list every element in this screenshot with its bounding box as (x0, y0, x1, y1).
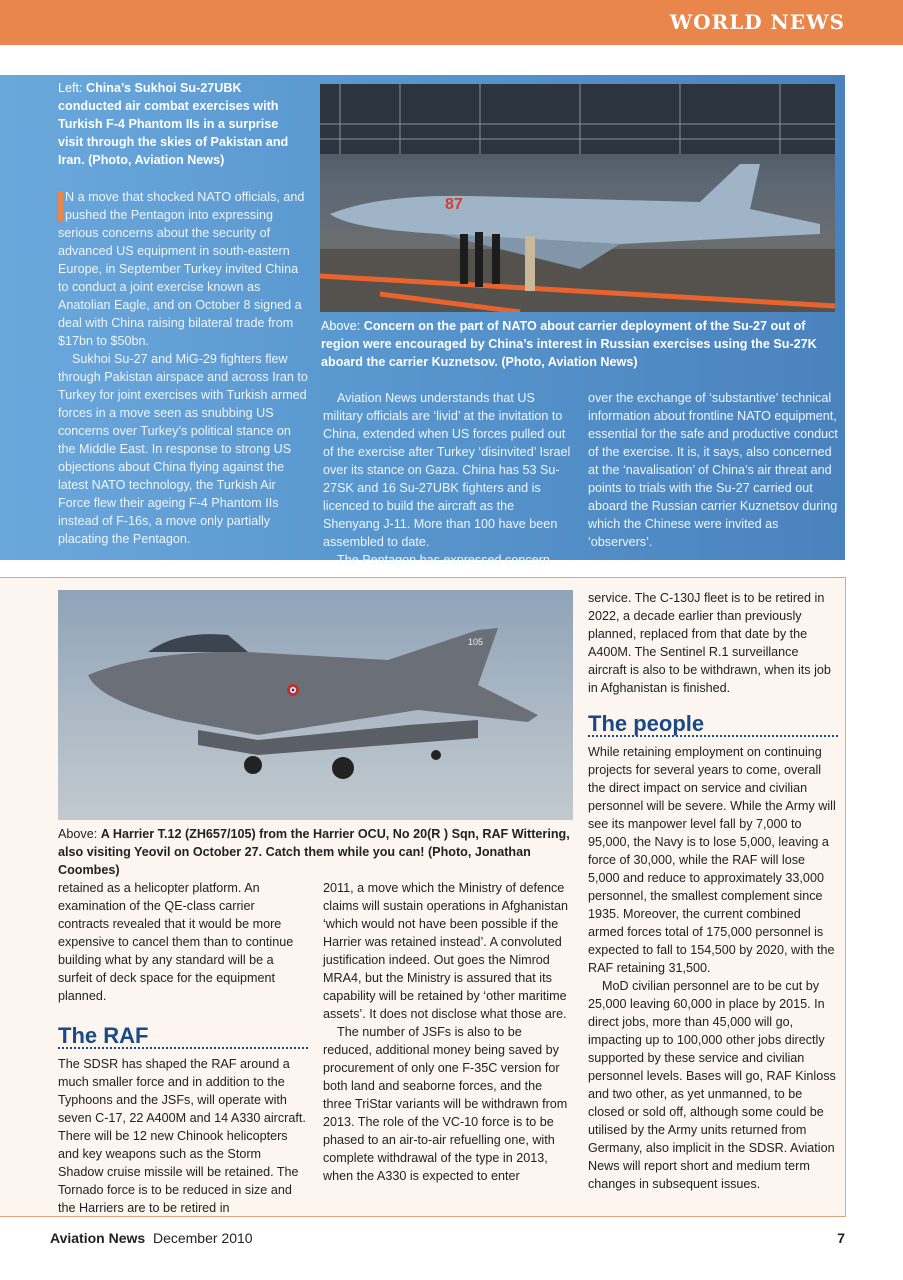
drop-cap-marker (58, 191, 63, 221)
section-title: WORLD NEWS (669, 10, 845, 34)
paragraph: service. The C-130J fleet is to be retired in 2022, a decade earlier than previously planned, replaced from that date by the A400M. The Sentinel R.1 surveillance aircraft is also to be withdrawn, when its job in Afghanistan is finished. (588, 591, 831, 695)
page-number: 7 (837, 1230, 845, 1246)
paragraph: The number of JSFs is also to be reduced, additional money being saved by procurement of only one F-35C version for both land and seaborne forces, and the three TriStar variants will be withdrawn from 2013. The role of the VC-10 force is to be phased to an air-to-air refuelling one, with complete withdrawal of the type in 2013, when the A330 is expected to enter (323, 1025, 568, 1183)
footer-publication (50, 1230, 253, 1246)
paragraph: While retaining employment on continuing projects for several years to come, overall the direct impact on service and civilian personnel will be severe. While the Army will see its manpower level fall by 7,000 to 95,000, the Navy is to lose 5,000, leaving a force of 30,000, while the RAF will lose 5,000 and reduce to approximately 33,000 personnel, the smallest complement since 1935. Moreover, the current combined armed forces total of 175,000 personnel is expected to fall to 154,500 by 2020, with the RAF retaining 31,500. (588, 745, 836, 975)
caption-text: A Harrier T.12 (ZH657/105) from the Harrier OCU, No 20(R ) Sqn, RAF Wittering, also visiting Yeovil on October 27. Catch them while you can! (Photo, Jonathan Coombes) (58, 827, 570, 877)
issue-date: December 2010 (152, 1230, 253, 1246)
article-column-2 (323, 389, 573, 569)
caption-prefix: Above: (58, 827, 101, 841)
paragraph: retained as a helicopter platform. An examination of the QE-class carrier contracts revealed that it would be more expensive to cancel them than to continue building what by any standard will be a surfeit of deck space for the equipment planned. (58, 881, 294, 1003)
section-header (0, 0, 903, 45)
magazine-name: Aviation News (50, 1230, 146, 1246)
caption-text: Concern on the part of NATO about carrier deployment of the Su-27 out of region were encouraged by China’s interest in Russian exercises using the Su-27K aboard the carrier Kuznetsov. (Photo, Aviation News) (321, 319, 817, 369)
caption-prefix: Left: (58, 81, 87, 95)
paragraph: over the exchange of ‘substantive’ technical information about frontline NATO equipment, essential for the safe and productive conduct of the exercise. It is, it says, also concerned at the ‘navalisation’ of China’s air threat and points to trials with the Su-27 carried out aboard the Russian carrier Kuznetsov during which the Chinese were invited as ‘observers’. (588, 391, 838, 549)
paragraph: The SDSR has shaped the RAF around a much smaller force and in addition to the Typhoons and the JSFs, will operate with seven C-17, 22 A400M and 14 A330 aircraft. There will be 12 new Chinook helicopters and key weapons such as the Storm Shadow cruise missile will be retained. The Tornado force is to be reduced in size and the Harriers are to be retired in (58, 1057, 306, 1215)
paragraph: MoD civilian personnel are to be cut by 25,000 leaving 60,000 in place by 2015. In direct jobs, more than 45,000 will go, impacting up to 100,000 other jobs directly supported by these service and civilian personnel levels. Bases will go, RAF Kinloss and two other, as yet unmanned, to be closed or sold off, although some could be utilised by the Army units returned from Germany, also implicit in the SDSR. Aviation News will report short and medium term changes in subsequent issues. (588, 979, 836, 1191)
paragraph: Sukhoi Su-27 and MiG-29 fighters flew through Pakistan airspace and across Iran to Turkey for joint exercises with Turkish armed forces in a move seen as snubbing US concerns over Turkey’s political stance on the Middle East. In response to strong US objections about China flying against the latest NATO technology, the Turkish Air Force flew their ageing F-4 Phantom IIs instead of F-16s, a move only partially placating the Pentagon. (58, 352, 308, 546)
caption-text: China’s Sukhoi Su-27UBK conducted air combat exercises with Turkish F-4 Phantom IIs in a surprise visit through the skies of Pakistan and Iran. (Photo, Aviation News) (58, 81, 289, 167)
aircraft-number: 105 (468, 637, 484, 647)
article-column-1 (58, 188, 308, 548)
paragraph (58, 188, 308, 350)
carrier-photo-caption (321, 317, 836, 371)
article-column-3 (588, 589, 838, 1193)
paragraph: 2011, a move which the Ministry of defence claims will sustain operations in Afghanistan ‘which would not have been possible if the Harrier was retained instead’. A convoluted justification indeed. Out goes the Nimrod MRA4, but the Ministry is assured that its capability will be retained by ‘other maritime assets’. It does not disclose what those are. (323, 881, 569, 1021)
article-column-1 (58, 879, 308, 1217)
su27-carrier-photo (320, 84, 835, 312)
article-column-3 (588, 389, 838, 551)
aircraft-number: 87 (445, 196, 463, 213)
harrier-photo (58, 590, 573, 820)
harrier-photo-caption (58, 825, 578, 879)
paragraph: The Pentagon has expressed concern (337, 553, 550, 567)
paragraph-text: N a move that shocked NATO officials, and pushed the Pentagon into expressing serious concerns about the security of advanced US equipment in south-eastern Europe, in September Turkey invited China to conduct a joint exercise known as Anatolian Eagle, and on October 8 signed a deal with China raising bilateral trade from $17bn to $50bn. (58, 190, 305, 348)
article-column-2 (323, 879, 573, 1185)
section-heading-raf: The RAF (58, 1027, 308, 1049)
left-photo-caption (58, 79, 303, 169)
paragraph: Aviation News understands that US military officials are ‘livid’ at the invitation to China, extended when US forces pulled out of the exercise after Turkey ‘disinvited’ Israel over its stance on Gaza. China has 53 Su-27SK and 16 Su-27UBK fighters and is licenced to build the aircraft as the Shenyang J-11. More than 100 have been assembled to date. (323, 391, 571, 549)
caption-prefix: Above: (321, 319, 364, 333)
section-heading-people: The people (588, 715, 838, 737)
